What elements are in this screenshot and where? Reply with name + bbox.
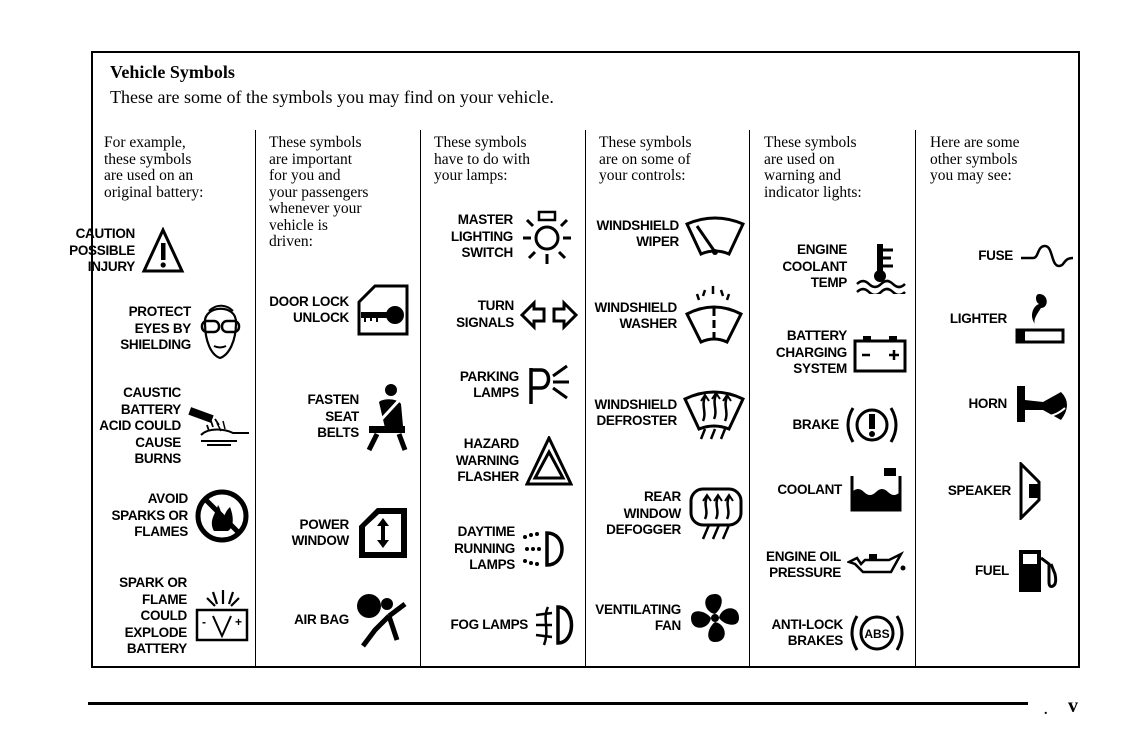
symbol-power-window xyxy=(292,506,411,560)
symbol-protect-eyes xyxy=(120,297,243,361)
column-intro-controls: These symbols are on some of your controls: xyxy=(599,134,692,184)
windshield-wiper-icon xyxy=(685,210,745,258)
battery-spark-icon xyxy=(193,588,253,644)
page-number: v xyxy=(1068,695,1078,717)
symbol-label: CAUSTIC BATTERY ACID COULD CAUSE BURNS xyxy=(99,385,181,466)
symbol-label: AVOID SPARKS OR FLAMES xyxy=(111,491,188,540)
symbol-label: ANTI-LOCK BRAKES xyxy=(771,616,843,648)
hazard-triangle-icon xyxy=(525,436,573,486)
speaker-icon xyxy=(1017,462,1045,520)
symbol-door-lock xyxy=(269,284,411,336)
master-lighting-icon xyxy=(519,208,575,266)
symbol-label: SPARK OR FLAME COULD EXPLODE BATTERY xyxy=(119,575,187,656)
symbol-label: HAZARD WARNING FLASHER xyxy=(455,436,519,485)
face-with-goggles-icon xyxy=(197,297,243,361)
coolant-temp-icon xyxy=(853,240,909,294)
rear-defogger-icon xyxy=(687,485,745,543)
column-divider xyxy=(915,130,916,668)
column-intro-safety: These symbols are important for you and your passengers whenever your vehicle is driven: xyxy=(269,134,369,250)
windshield-defroster-icon xyxy=(683,385,745,441)
symbol-label: BATTERY CHARGING SYSTEM xyxy=(775,328,847,376)
fuel-pump-icon xyxy=(1015,546,1059,596)
symbol-avoid-flames xyxy=(111,487,250,545)
symbol-label: HORN xyxy=(968,395,1007,411)
caution-triangle-icon xyxy=(141,227,185,275)
column-divider xyxy=(585,130,586,668)
column-intro-other: Here are some other symbols you may see: xyxy=(930,134,1020,184)
column-divider xyxy=(420,130,421,668)
page-title: Vehicle Symbols xyxy=(110,62,235,82)
symbol-coolant xyxy=(777,466,904,514)
symbol-parking-lamps xyxy=(460,362,571,408)
symbol-label: CAUTION POSSIBLE INJURY xyxy=(69,226,135,274)
symbol-hazard-flasher xyxy=(456,436,573,486)
symbol-label: DAYTIME RUNNING LAMPS xyxy=(454,524,515,572)
seat-belt-person-icon xyxy=(365,382,411,452)
footer-bullet: . xyxy=(1044,703,1048,718)
symbol-label: WINDSHIELD WIPER xyxy=(596,217,679,249)
symbol-label: POWER WINDOW xyxy=(291,516,349,548)
fuse-icon xyxy=(1019,244,1075,268)
footer-rule xyxy=(88,702,1028,705)
abs-icon xyxy=(849,610,905,656)
power-window-icon xyxy=(355,506,411,560)
air-bag-icon xyxy=(355,590,411,650)
svg-text:ABS: ABS xyxy=(864,627,890,641)
svg-text:-: - xyxy=(202,615,206,630)
horn-icon xyxy=(1013,380,1071,428)
symbol-label: BRAKE xyxy=(792,416,839,432)
symbol-speaker xyxy=(948,462,1045,520)
symbol-caustic-acid xyxy=(99,385,251,468)
symbol-label: COOLANT xyxy=(777,481,842,497)
symbol-ventilating-fan xyxy=(595,590,743,646)
column-intro-battery: For example, these symbols are used on an original battery: xyxy=(104,134,204,201)
symbol-brake xyxy=(792,402,899,448)
symbol-engine-coolant-temp xyxy=(782,240,909,294)
symbol-daytime-running-lamps xyxy=(454,524,571,574)
symbol-caution-possible-injury xyxy=(69,226,185,276)
svg-text:+: + xyxy=(235,615,243,630)
page-subtitle: These are some of the symbols you may find on your vehicle. xyxy=(110,87,554,107)
battery-charging-icon xyxy=(853,333,907,373)
symbol-battery-charging xyxy=(776,328,907,378)
symbol-label: ENGINE OIL PRESSURE xyxy=(765,548,841,580)
column-intro-warnings: These symbols are used on warning and indicator lights: xyxy=(764,134,862,201)
symbol-anti-lock-brakes xyxy=(771,610,905,656)
lighter-icon xyxy=(1013,290,1067,348)
door-lock-key-icon xyxy=(355,284,411,336)
parking-lamps-icon xyxy=(525,362,571,408)
daytime-running-lamps-icon xyxy=(521,525,571,573)
symbol-label: ENGINE COOLANT TEMP xyxy=(782,242,847,291)
symbol-label: WINDSHIELD DEFROSTER xyxy=(594,396,677,428)
symbol-windshield-wiper xyxy=(597,210,746,258)
symbol-engine-oil-pressure xyxy=(766,548,907,582)
brake-warning-icon xyxy=(845,402,899,448)
fog-lamps-icon xyxy=(534,603,574,647)
symbol-windshield-defroster xyxy=(595,385,746,441)
symbol-label: FASTEN SEAT BELTS xyxy=(307,392,359,441)
symbol-label: VENTILATING FAN xyxy=(595,601,681,633)
symbol-label: TURN SIGNALS xyxy=(456,298,514,330)
no-flames-icon xyxy=(194,487,250,545)
oil-can-icon xyxy=(847,548,907,582)
symbol-label: LIGHTER xyxy=(949,310,1007,326)
symbol-fuel xyxy=(975,546,1059,596)
symbol-label: REAR WINDOW DEFOGGER xyxy=(606,489,681,538)
turn-signal-arrows-icon xyxy=(520,299,578,331)
acid-on-hand-icon xyxy=(187,401,251,451)
column-divider xyxy=(749,130,750,668)
ventilating-fan-icon xyxy=(687,590,743,646)
symbol-label: AIR BAG xyxy=(294,611,349,627)
symbol-label: MASTER LIGHTING SWITCH xyxy=(450,212,513,261)
column-divider xyxy=(255,130,256,668)
symbol-spark-flame-explode xyxy=(119,575,253,658)
symbol-label: PROTECT EYES BY SHIELDING xyxy=(120,304,191,353)
symbol-horn xyxy=(968,380,1071,428)
symbol-label: DOOR LOCK UNLOCK xyxy=(269,293,349,325)
symbol-turn-signals xyxy=(456,298,578,331)
symbol-fuse xyxy=(978,244,1075,268)
symbol-fog-lamps xyxy=(450,603,574,647)
symbol-master-lighting xyxy=(451,208,575,266)
symbol-fasten-seat-belts xyxy=(308,382,411,452)
symbol-lighter xyxy=(950,290,1067,348)
symbol-label: FOG LAMPS xyxy=(450,616,528,632)
symbol-label: FUSE xyxy=(978,247,1013,263)
symbol-air-bag xyxy=(294,590,411,650)
windshield-washer-icon xyxy=(683,284,745,348)
symbol-label: SPEAKER xyxy=(947,482,1011,498)
symbol-windshield-washer xyxy=(595,284,746,348)
symbol-label: PARKING LAMPS xyxy=(459,368,519,400)
coolant-level-icon xyxy=(848,466,904,514)
column-intro-lamps: These symbols have to do with your lamps: xyxy=(434,134,530,184)
symbol-label: FUEL xyxy=(974,562,1009,578)
symbol-rear-window-defogger xyxy=(606,485,745,543)
symbol-label: WINDSHIELD WASHER xyxy=(594,299,677,331)
